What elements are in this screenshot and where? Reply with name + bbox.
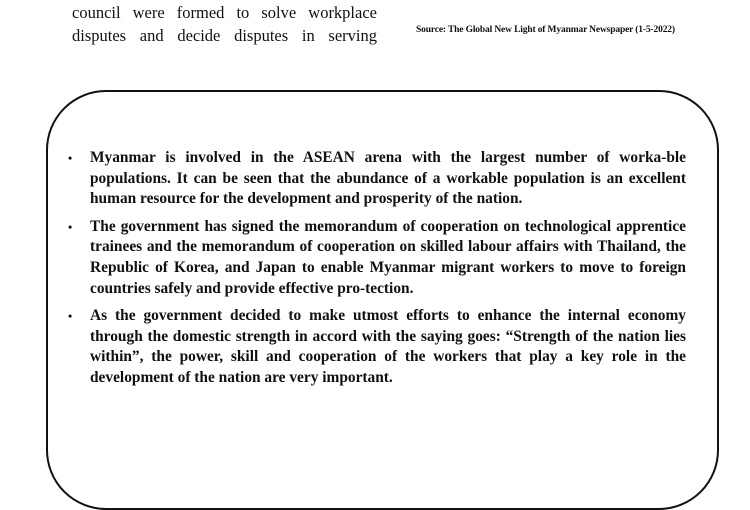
bullet-icon: • <box>68 309 73 324</box>
bullet-text: As the government decided to make utmost efforts to enhance the internal economy through the domestic strength in accord with the saying goes: “Strength of the nation lies within”, the power, skill and cooperation of the workers that play a key role in the development of the nation are very important. <box>90 307 686 386</box>
bullet-icon: • <box>68 151 73 165</box>
bullet-text: The government has signed the memorandum of cooperation on technological apprentice trainees and the memorandum of cooperation on skilled labour affairs with Thailand, the Republic of Korea, and Japan to enable Myanmar migrant workers to move to foreign countries safely and provide effective pro-tection. <box>90 217 686 297</box>
bullet-item <box>66 217 686 299</box>
top-paragraph-line: council were formed to solve workplace <box>72 3 377 22</box>
top-paragraph <box>72 1 377 47</box>
bullet-item <box>66 148 686 210</box>
source-citation: Source: The Global New Light of Myanmar Newspaper (1-5-2022) <box>416 25 675 35</box>
bullet-item <box>66 306 686 388</box>
bullet-list <box>66 148 686 396</box>
bullet-icon: • <box>68 219 73 234</box>
top-paragraph-line: disputes and decide disputes in serving <box>72 26 377 45</box>
bullet-text: Myanmar is involved in the ASEAN arena with the largest number of worka-ble populations. It can be seen that the abundance of a workable population is an excellent human resource for the development and prosperity of the nation. <box>90 149 686 208</box>
